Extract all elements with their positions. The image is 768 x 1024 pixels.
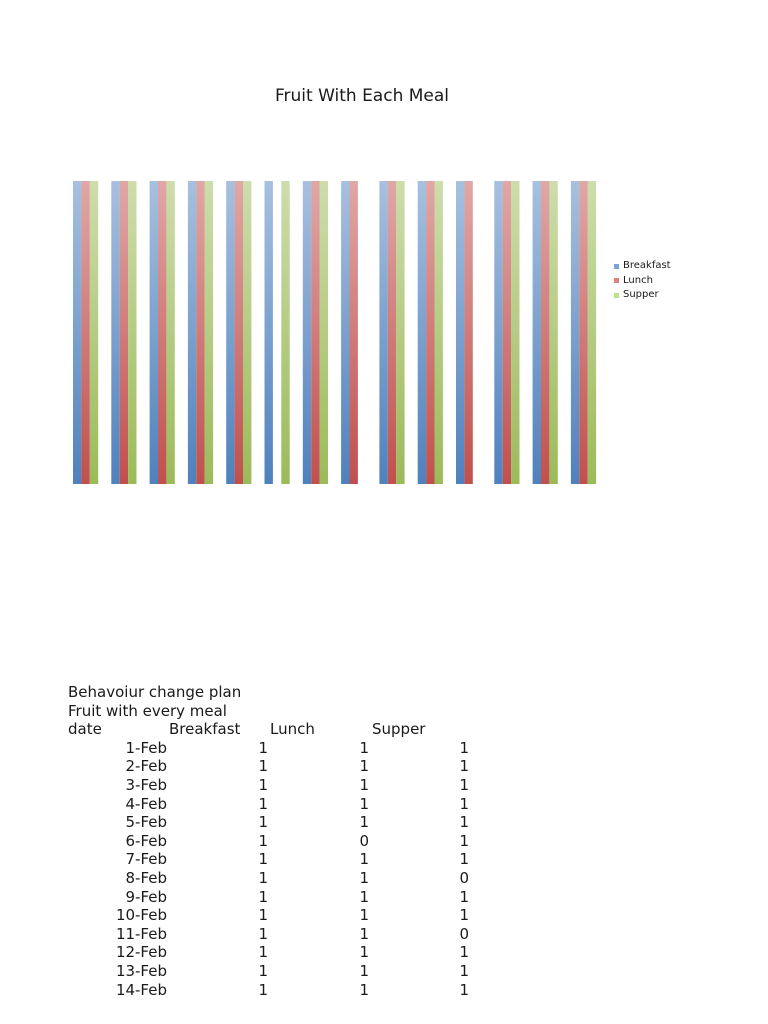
bar-supper-2-Feb: [128, 181, 136, 484]
chart-title: Fruit With Each Meal: [274, 86, 450, 106]
bar-supper-6-Feb: [281, 181, 289, 484]
legend-swatch-lunch: [614, 278, 619, 283]
bar-breakfast-6-Feb: [265, 181, 273, 484]
table-row: [68, 961, 469, 981]
cell-supper: 1: [459, 813, 469, 832]
bar-breakfast-13-Feb: [533, 181, 541, 484]
table-row: [68, 738, 469, 758]
table-row: [68, 924, 469, 944]
bar-supper-3-Feb: [166, 181, 174, 484]
cell-supper: 1: [459, 850, 469, 869]
cell-breakfast: 1: [258, 980, 268, 999]
bar-lunch-11-Feb: [464, 181, 472, 484]
cell-date: 12-Feb: [115, 943, 167, 962]
bar-lunch-7-Feb: [311, 181, 319, 484]
data-sheet: [68, 683, 469, 999]
cell-supper: 1: [459, 980, 469, 999]
bar-lunch-12-Feb: [503, 181, 511, 484]
cell-breakfast: 1: [258, 775, 268, 794]
bar-lunch-10-Feb: [426, 181, 434, 484]
bar-lunch-13-Feb: [541, 181, 549, 484]
legend-item-supper: [614, 288, 671, 303]
cell-supper: 1: [459, 961, 469, 980]
cell-breakfast: 1: [258, 757, 268, 776]
bar-supper-9-Feb: [396, 181, 404, 484]
cell-supper: 1: [459, 775, 469, 794]
cell-lunch: 1: [359, 850, 369, 869]
cell-date: 1-Feb: [125, 738, 167, 757]
cell-supper: 1: [459, 831, 469, 850]
header-date: date: [68, 720, 102, 739]
cell-breakfast: 1: [258, 961, 268, 980]
bar-breakfast-3-Feb: [150, 181, 158, 484]
cell-lunch: 0: [359, 831, 369, 850]
bar-lunch-1-Feb: [81, 181, 89, 484]
bar-lunch-14-Feb: [579, 181, 587, 484]
bar-lunch-9-Feb: [388, 181, 396, 484]
legend-label-lunch: Lunch: [623, 274, 653, 286]
bar-lunch-3-Feb: [158, 181, 166, 484]
table-row: [68, 980, 469, 1000]
bar-supper-13-Feb: [549, 181, 557, 484]
bar-breakfast-14-Feb: [571, 181, 579, 484]
cell-date: 6-Feb: [125, 831, 167, 850]
cell-breakfast: 1: [258, 794, 268, 813]
cell-lunch: 1: [359, 794, 369, 813]
cell-supper: 1: [459, 887, 469, 906]
table-row: [68, 775, 469, 795]
bar-breakfast-8-Feb: [341, 181, 349, 484]
cell-date: 4-Feb: [125, 794, 167, 813]
bar-lunch-2-Feb: [120, 181, 128, 484]
cell-breakfast: 1: [258, 850, 268, 869]
bar-supper-5-Feb: [243, 181, 251, 484]
cell-date: 9-Feb: [125, 887, 167, 906]
cell-date: 10-Feb: [115, 906, 167, 925]
cell-supper: 1: [459, 738, 469, 757]
cell-supper: 0: [459, 924, 469, 943]
table-row: [68, 887, 469, 907]
legend-swatch-breakfast: [614, 264, 619, 269]
bar-breakfast-9-Feb: [379, 181, 387, 484]
cell-supper: 1: [459, 943, 469, 962]
table-row: [68, 813, 469, 832]
table-row: [68, 943, 469, 962]
bar-breakfast-5-Feb: [226, 181, 234, 484]
cell-breakfast: 1: [258, 887, 268, 906]
cell-lunch: 1: [359, 980, 369, 999]
bar-lunch-8-Feb: [350, 181, 358, 484]
header-breakfast: Breakfast: [169, 720, 241, 739]
bar-supper-14-Feb: [588, 181, 596, 484]
table-row: [68, 850, 469, 869]
legend-item-lunch: [614, 274, 671, 289]
legend-swatch-supper: [614, 293, 619, 298]
legend-item-breakfast: [614, 259, 671, 274]
bar-supper-10-Feb: [435, 181, 443, 484]
cell-lunch: 1: [359, 813, 369, 832]
bar-breakfast-12-Feb: [494, 181, 502, 484]
bar-supper-12-Feb: [511, 181, 519, 484]
cell-lunch: 1: [359, 906, 369, 925]
bar-breakfast-4-Feb: [188, 181, 196, 484]
bar-breakfast-7-Feb: [303, 181, 311, 484]
table-row: [68, 831, 469, 851]
cell-date: 8-Feb: [125, 868, 167, 887]
bar-breakfast-11-Feb: [456, 181, 464, 484]
cell-breakfast: 1: [258, 813, 268, 832]
cell-date: 13-Feb: [115, 961, 167, 980]
table-row: [68, 906, 469, 925]
cell-lunch: 1: [359, 943, 369, 962]
cell-breakfast: 1: [258, 738, 268, 757]
bar-group: [73, 181, 596, 484]
chart-legend: [614, 259, 671, 303]
cell-lunch: 1: [359, 868, 369, 887]
cell-lunch: 1: [359, 775, 369, 794]
cell-breakfast: 1: [258, 906, 268, 925]
cell-lunch: 1: [359, 924, 369, 943]
header-lunch: Lunch: [270, 720, 315, 739]
bar-breakfast-10-Feb: [418, 181, 426, 484]
cell-supper: 1: [459, 794, 469, 813]
table-row: [68, 757, 469, 776]
table-row: [68, 794, 469, 814]
cell-supper: 0: [459, 868, 469, 887]
cell-breakfast: 1: [258, 924, 268, 943]
cell-date: 2-Feb: [125, 757, 167, 776]
table-row: [68, 868, 469, 888]
cell-date: 14-Feb: [115, 980, 167, 999]
sheet-title: Behavoiur change plan: [68, 683, 242, 701]
cell-lunch: 1: [359, 738, 369, 757]
cell-lunch: 1: [359, 887, 369, 906]
cell-breakfast: 1: [258, 868, 268, 887]
cell-supper: 1: [459, 906, 469, 925]
cell-breakfast: 1: [258, 943, 268, 962]
cell-lunch: 1: [359, 757, 369, 776]
legend-label-supper: Supper: [623, 289, 659, 300]
bar-breakfast-2-Feb: [111, 181, 119, 484]
cell-lunch: 1: [359, 961, 369, 980]
cell-date: 11-Feb: [115, 924, 167, 943]
cell-date: 3-Feb: [125, 775, 167, 794]
cell-date: 7-Feb: [125, 850, 167, 869]
legend-label-breakfast: Breakfast: [623, 260, 671, 271]
sheet-subtitle: Fruit with every meal: [68, 701, 227, 720]
bar-lunch-4-Feb: [196, 181, 204, 484]
bar-supper-4-Feb: [205, 181, 213, 484]
header-supper: Supper: [372, 720, 426, 739]
bar-supper-1-Feb: [90, 181, 98, 484]
bar-supper-7-Feb: [320, 181, 328, 484]
bar-breakfast-1-Feb: [73, 181, 81, 484]
cell-breakfast: 1: [258, 831, 268, 850]
table-header: [68, 720, 426, 739]
cell-date: 5-Feb: [125, 813, 167, 832]
table-body: [68, 738, 469, 999]
bar-lunch-5-Feb: [235, 181, 243, 484]
cell-supper: 1: [459, 757, 469, 776]
